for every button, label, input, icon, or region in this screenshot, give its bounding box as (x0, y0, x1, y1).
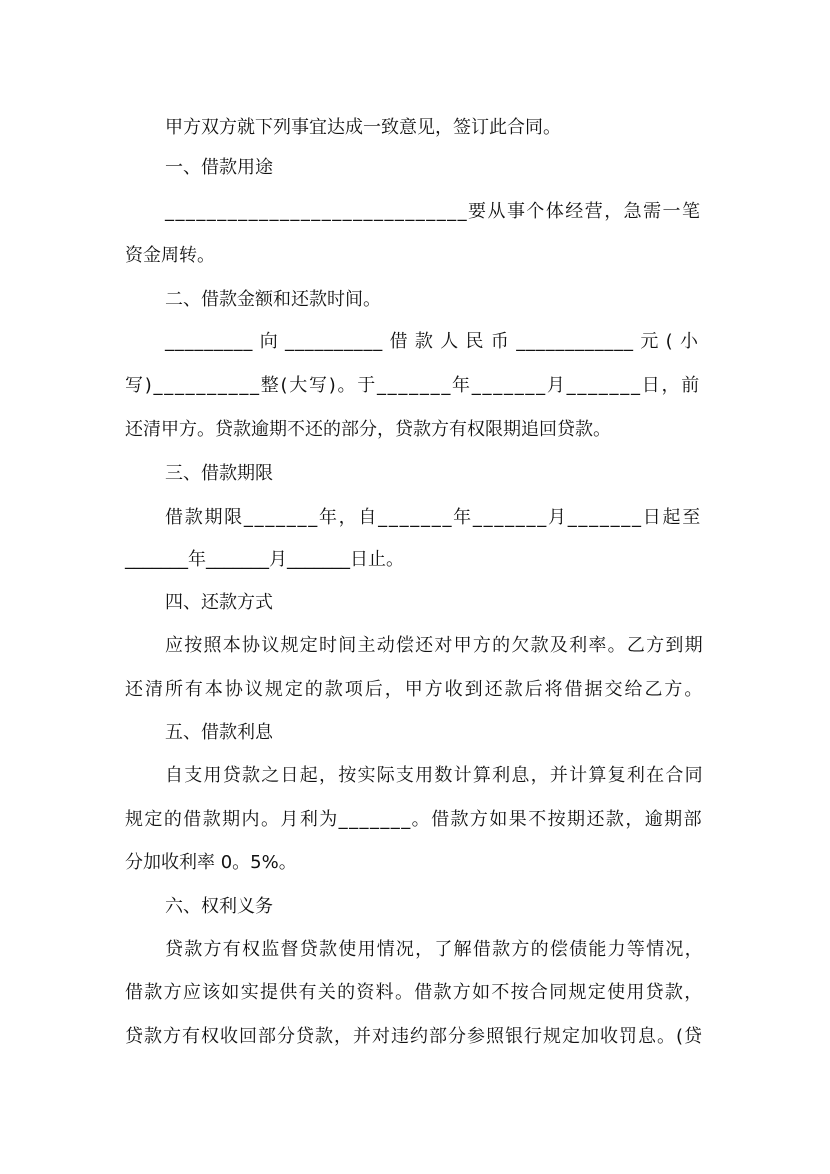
text-line (125, 895, 708, 919)
text-line (125, 678, 708, 702)
text-line (125, 938, 708, 962)
text-line (125, 851, 708, 875)
text-line (125, 764, 708, 788)
text-line-content: 三、借款期限 (165, 463, 273, 484)
text-line (125, 288, 708, 312)
text-line-content: 二、借款金额和还款时间。 (165, 289, 381, 310)
text-line (125, 462, 708, 486)
text-line-content: 四、还款方式 (165, 592, 273, 613)
text-line (125, 374, 708, 398)
text-line (125, 506, 708, 530)
text-line (125, 200, 708, 224)
text-line-content: 还清甲方。贷款逾期不还的部分，贷款方有权限期追回贷款。 (125, 419, 611, 440)
text-line (125, 591, 708, 615)
text-line-content: 贷款方有权收回部分贷款，并对违约部分参照银行规定加收罚息。(贷 (125, 1026, 703, 1047)
text-line-content: 应按照本协议规定时间主动偿还对甲方的欠款及利率。乙方到期 (165, 635, 704, 656)
text-line-content: _________ 向 __________ 借 款 人 民 币 ____________ 元 ( 小 (165, 331, 699, 352)
text-line-content: 资金周转。 (125, 245, 215, 266)
text-line (125, 981, 708, 1005)
text-line-content: 五、借款利息 (165, 722, 273, 743)
text-line-content: _____________________________要从事个体经营，急需一笔 (165, 201, 702, 222)
text-line (125, 418, 708, 442)
text-line (125, 634, 708, 658)
text-line-content: 写)__________整(大写)。于_______年_______月_______日，前 (125, 375, 701, 396)
text-line (125, 116, 708, 140)
text-line-content: 规定的借款期内。月利为_______。借款方如果不按期还款，逾期部 (125, 809, 704, 830)
text-line-content: 一、借款用途 (165, 157, 273, 178)
text-line-content: 分加收利率 0。5%。 (125, 852, 297, 873)
text-line-content: 借款方应该如实提供有关的资料。借款方如不按合同规定使用贷款， (125, 982, 704, 1003)
text-line (125, 808, 708, 832)
text-line (125, 156, 708, 180)
text-line (125, 1025, 708, 1049)
text-line (125, 244, 708, 268)
text-line-content: 还清所有本协议规定的款项后，甲方收到还款后将借据交给乙方。 (125, 679, 705, 700)
text-line-content: 借款期限_______年，自_______年_______月_______日起至 (165, 507, 702, 528)
text-line-content: _______年_______月_______日止。 (125, 549, 404, 570)
text-line-content: 六、权利义务 (165, 896, 273, 917)
text-line-content: 贷款方有权监督贷款使用情况，了解借款方的偿债能力等情况， (165, 939, 704, 960)
text-line (125, 721, 708, 745)
text-line (125, 330, 708, 354)
text-line-content: 甲方双方就下列事宜达成一致意见，签订此合同。 (165, 117, 561, 138)
text-line (125, 548, 708, 572)
text-line-content: 自支用贷款之日起，按实际支用数计算利息，并计算复利在合同 (165, 765, 704, 786)
